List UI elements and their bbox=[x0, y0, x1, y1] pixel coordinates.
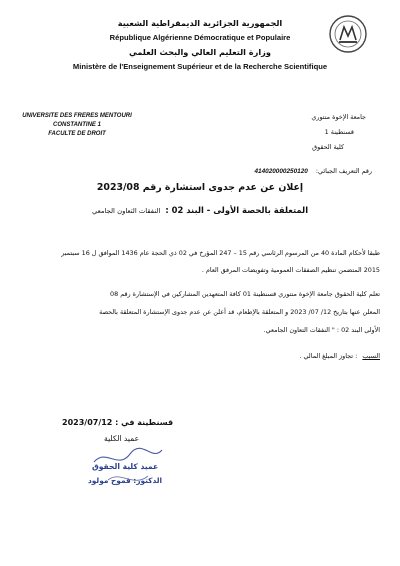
institution-french bbox=[18, 113, 136, 137]
announcement-subtitle bbox=[0, 198, 400, 217]
body-p2-line2: المعلن عنها بتاريخ 12/ 07/ 2023 و المتعلقة بالإطعام، قد أعلن عن عدم جدوى الإستشارة المتعلقة بالحصة bbox=[99, 308, 380, 316]
subtitle-rest: النفقات التعاون الجامعي bbox=[91, 207, 161, 215]
tax-id-number: 414020000250120 bbox=[254, 168, 308, 175]
institution-ar-line3: كلية الحقوق bbox=[312, 143, 344, 151]
reason-label: السبب bbox=[362, 352, 380, 360]
republic-french: République Algérienne Démocratique et Populaire bbox=[109, 33, 291, 42]
ministry-arabic: وزارة التعليم العالي والبحث العلمي bbox=[129, 47, 271, 57]
institution-arabic bbox=[311, 113, 366, 121]
stamp-line2: الدكتور: قموح مولود bbox=[88, 476, 163, 485]
institution-fr-line3: FACULTE DE DROIT bbox=[48, 131, 106, 137]
tax-id-label: رقم التعريف الجبائي: bbox=[315, 167, 372, 175]
institution-ar-line2: قسنطينة 1 bbox=[324, 128, 354, 136]
body-p1-line1: طبقا لأحكام المادة 40 من المرسوم الرئاسي رقم 15 – 247 المؤرخ في 02 ذي الحجة عام 1436 الموافق ل 16 سبتمبر bbox=[61, 249, 380, 257]
tax-id-row bbox=[254, 158, 372, 177]
reason-text: : تجاوز المبلغ المالي . bbox=[299, 352, 358, 360]
subtitle-bold: المتعلقة بالحصة الأولى - البند 02 : bbox=[165, 205, 309, 215]
dean-title: عميد الكلية bbox=[104, 434, 140, 443]
body-p1-line2: 2015 المتضمن تنظيم الصفقات العمومية وتفويضات المرفق العام . bbox=[201, 266, 380, 274]
reason-row bbox=[299, 343, 380, 362]
ministry-french: Ministère de l'Enseignement Supérieur et de la Recherche Scientifique bbox=[72, 62, 328, 71]
place-date: قسنطينة في : 2023/07/12 bbox=[62, 418, 174, 427]
stamp-line1: عميد كلية الحقوق bbox=[92, 462, 159, 471]
body-p2-line1: تعلم كلية الحقوق جامعة الإخوة منتوري قسنطينة 01 كافة المتعهدين المشاركين في الإستشارة رقم 08 bbox=[110, 290, 380, 298]
republic-arabic: الجمهورية الجزائرية الديمقراطية الشعبية bbox=[117, 18, 283, 28]
institution-fr-line2: CONSTANTINE 1 bbox=[53, 122, 101, 128]
body-p2-line3: الأولى البند 02 : " النفقات التعاون الجامعي. bbox=[263, 326, 380, 334]
announcement-title: إعلان عن عدم جدوى استشارة رقم 2023/08 bbox=[96, 182, 304, 193]
institution-fr-line1: UNIVERSITE DES FRERES MENTOURI bbox=[22, 113, 132, 119]
institution-ar-line1: جامعة الإخوة منتوري bbox=[311, 113, 366, 121]
